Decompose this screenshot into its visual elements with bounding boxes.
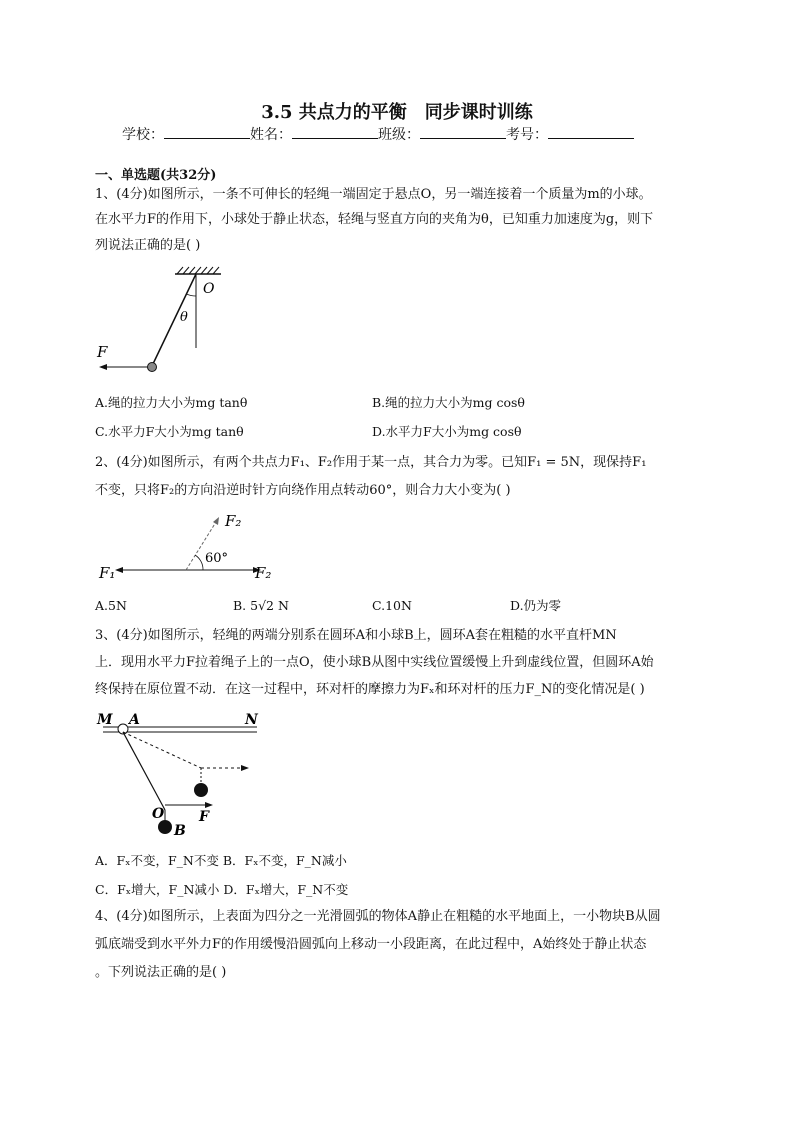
q2-figure: [95, 508, 285, 588]
q2-option-a[interactable]: A.5N: [95, 598, 127, 613]
ball-b-solid: [158, 820, 172, 834]
number-blank[interactable]: [548, 124, 634, 139]
name-label: 姓名：: [250, 127, 292, 143]
force-arrowhead: [99, 364, 107, 370]
label-f2: F₂: [255, 564, 272, 582]
angle-arc-60: [195, 555, 203, 570]
label-angle-60: 60°: [205, 551, 229, 566]
label-f2-rotated: F₂: [225, 512, 242, 530]
ball: [148, 363, 157, 372]
q1-option-d[interactable]: D.水平力F大小为mg cosθ: [372, 424, 522, 439]
label-b: B: [174, 823, 186, 839]
label-f: F: [97, 343, 108, 361]
q2-line-2: 不变，只将F₂的方向沿逆时针方向绕作用点转动60°，则合力大小变为( ): [95, 483, 511, 498]
q3-line-3: 终保持在原位置不动．在这一过程中，环对杆的摩擦力为Fₓ和环对杆的压力F_N的变化情况是( ): [95, 682, 645, 697]
q3-options-ab[interactable]: A．Fₓ不变，F_N不变 B．Fₓ不变，F_N减小: [95, 853, 347, 868]
q2-option-b[interactable]: B. 5√2 N: [233, 598, 289, 613]
label-f: F: [199, 809, 209, 825]
force-f-dashed-arrowhead: [241, 765, 249, 771]
q3-figure: [95, 708, 265, 838]
q1-option-a[interactable]: A.绳的拉力大小为mg tanθ: [95, 395, 248, 410]
page-title: 3.5 共点力的平衡 同步课时训练: [261, 102, 533, 123]
rope-dashed: [123, 732, 201, 768]
q4-line-2: 弧底端受到水平外力F的作用缓慢沿圆弧向上移动一小段距离，在此过程中，A始终处于静止状态: [95, 937, 647, 952]
label-theta: θ: [180, 310, 188, 325]
q4-line-1: 4、(4分)如图所示，上表面为四分之一光滑圆弧的物体A静止在粗糙的水平地面上，一小物块B从圆: [95, 909, 661, 924]
rotated-f2-arrowhead: [213, 517, 219, 525]
number-label: 考号：: [506, 127, 548, 143]
name-blank[interactable]: [292, 124, 378, 139]
class-blank[interactable]: [420, 124, 506, 139]
q3-line-1: 3、(4分)如图所示，轻绳的两端分别系在圆环A和小球B上，圆环A套在粗糙的水平直杆MN: [95, 628, 617, 643]
q2-option-d[interactable]: D.仍为零: [510, 598, 562, 613]
q1-option-b[interactable]: B.绳的拉力大小为mg cosθ: [372, 395, 525, 410]
q1-figure: [95, 265, 235, 380]
q3-line-2: 上．现用水平力F拉着绳子上的一点O，使小球B从图中实线位置缓慢上升到虚线位置，但圆环A始: [95, 655, 654, 670]
ball-b-dashed: [194, 783, 208, 797]
q2-option-c[interactable]: C.10N: [372, 598, 412, 613]
f1-arrowhead: [115, 567, 123, 573]
q1-line-1: 1、(4分)如图所示，一条不可伸长的轻绳一端固定于悬点O，另一端连接着一个质量为m的小球。: [95, 187, 652, 202]
student-info-line: [122, 124, 634, 144]
school-label: 学校：: [122, 127, 164, 143]
label-m: M: [97, 712, 113, 728]
section-heading: 一、单选题(共32分): [95, 168, 217, 183]
q1-line-2: 在水平力F的作用下，小球处于静止状态，轻绳与竖直方向的夹角为θ，已知重力加速度为g，则下: [95, 212, 654, 227]
ceiling-hatch: [175, 267, 221, 274]
q3-options-cd[interactable]: C．Fₓ增大，F_N减小 D．Fₓ增大，F_N不变: [95, 882, 349, 897]
label-f1: F₁: [99, 564, 116, 582]
angle-arc: [187, 294, 197, 296]
q2-line-1: 2、(4分)如图所示，有两个共点力F₁、F₂作用于某一点，其合力为零。已知F₁ = 5N，现保持F₁: [95, 455, 647, 470]
school-blank[interactable]: [164, 124, 250, 139]
label-o: O: [152, 806, 165, 822]
label-a: A: [129, 712, 140, 728]
class-label: 班级：: [378, 127, 420, 143]
label-o: O: [203, 281, 215, 297]
rope-line: [152, 274, 196, 366]
q4-line-3: 。下列说法正确的是( ): [95, 965, 227, 980]
label-n: N: [245, 712, 258, 728]
q1-line-3: 列说法正确的是( ): [95, 238, 201, 253]
q1-option-c[interactable]: C.水平力F大小为mg tanθ: [95, 424, 244, 439]
force-f-arrowhead: [205, 802, 213, 808]
rope-solid: [123, 732, 165, 810]
